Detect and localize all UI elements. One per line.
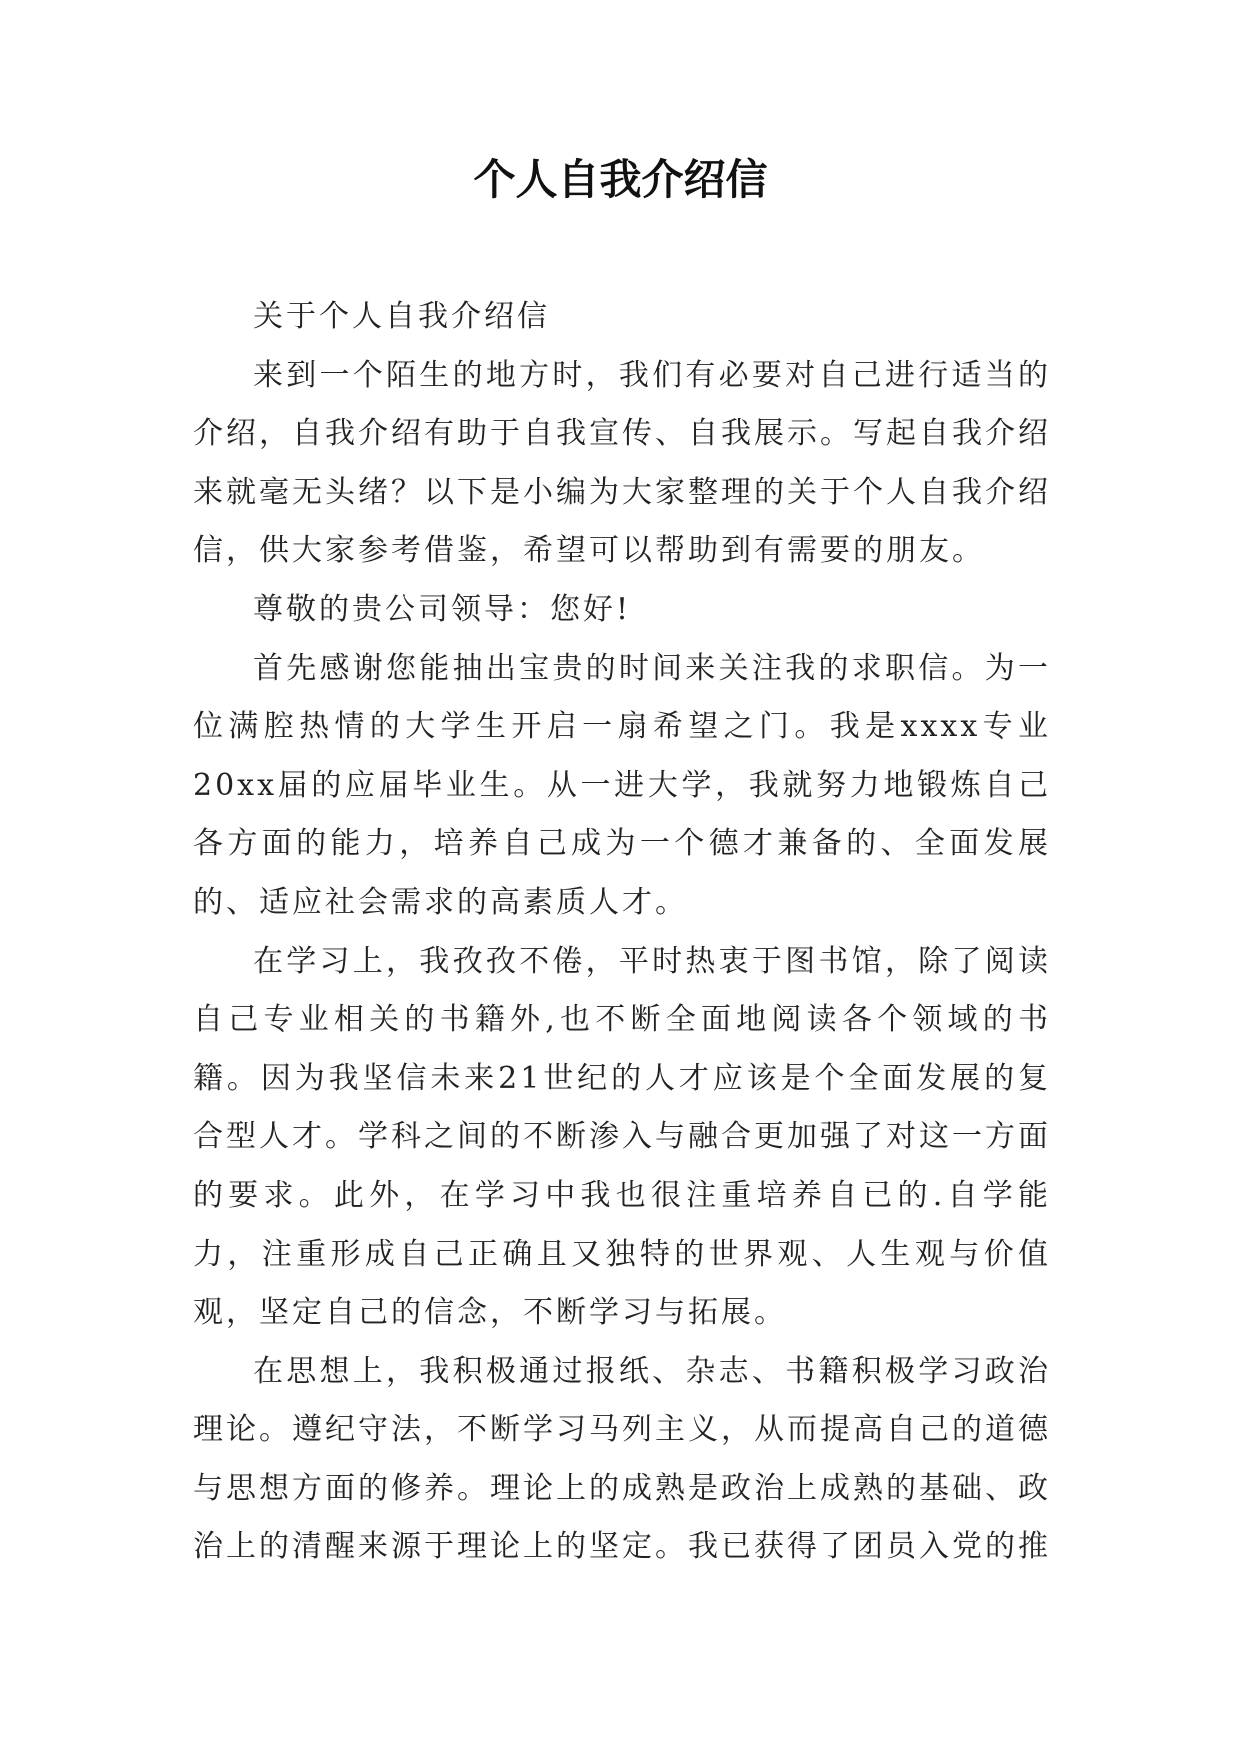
paragraph-opening: 首先感谢您能抽出宝贵的时间来关注我的求职信。为一位满腔热情的大学生开启一扇希望之门。我是xxxx专业20xx届的应届毕业生。从一进大学，我就努力地锻炼自己各方面的能力，培养自己成为一个德才兼备的、全面发展的、适应社会需求的高素质人才。 (193, 650, 1051, 920)
paragraph-intro: 来到一个陌生的地方时，我们有必要对自己进行适当的介绍，自我介绍有助于自我宣传、自我展示。写起自我介绍来就毫无头绪？以下是小编为大家整理的关于个人自我介绍信，供大家参考借鉴，希望可以帮助到有需要的朋友。 (193, 357, 1051, 569)
document-title: 个人自我介绍信 (473, 155, 768, 204)
document-body (193, 288, 1051, 1577)
paragraph-study: 在学习上，我孜孜不倦，平时热衷于图书馆，除了阅读自己专业相关的书籍外,也不断全面地阅读各个领域的书籍。因为我坚信未来21世纪的人才应该是个全面发展的复合型人才。学科之间的不断渗入与融合更加强了对这一方面的要求。此外，在学习中我也很注重培养自已的.自学能力，注重形成自己正确且又独特的世界观、人生观与价值观，坚定自己的信念，不断学习与拓展。 (193, 943, 1051, 1331)
paragraph-greeting: 尊敬的贵公司领导：您好! (253, 591, 632, 627)
paragraph-subject: 关于个人自我介绍信 (253, 299, 550, 334)
paragraph-thought: 在思想上，我积极通过报纸、杂志、书籍积极学习政治理论。遵纪守法，不断学习马列主义，从而提高自己的道德与思想方面的修养。理论上的成熟是政治上成熟的基础、政治上的清醒来源于理论上的坚定。我已获得了团员入党的推 (193, 1353, 1051, 1565)
